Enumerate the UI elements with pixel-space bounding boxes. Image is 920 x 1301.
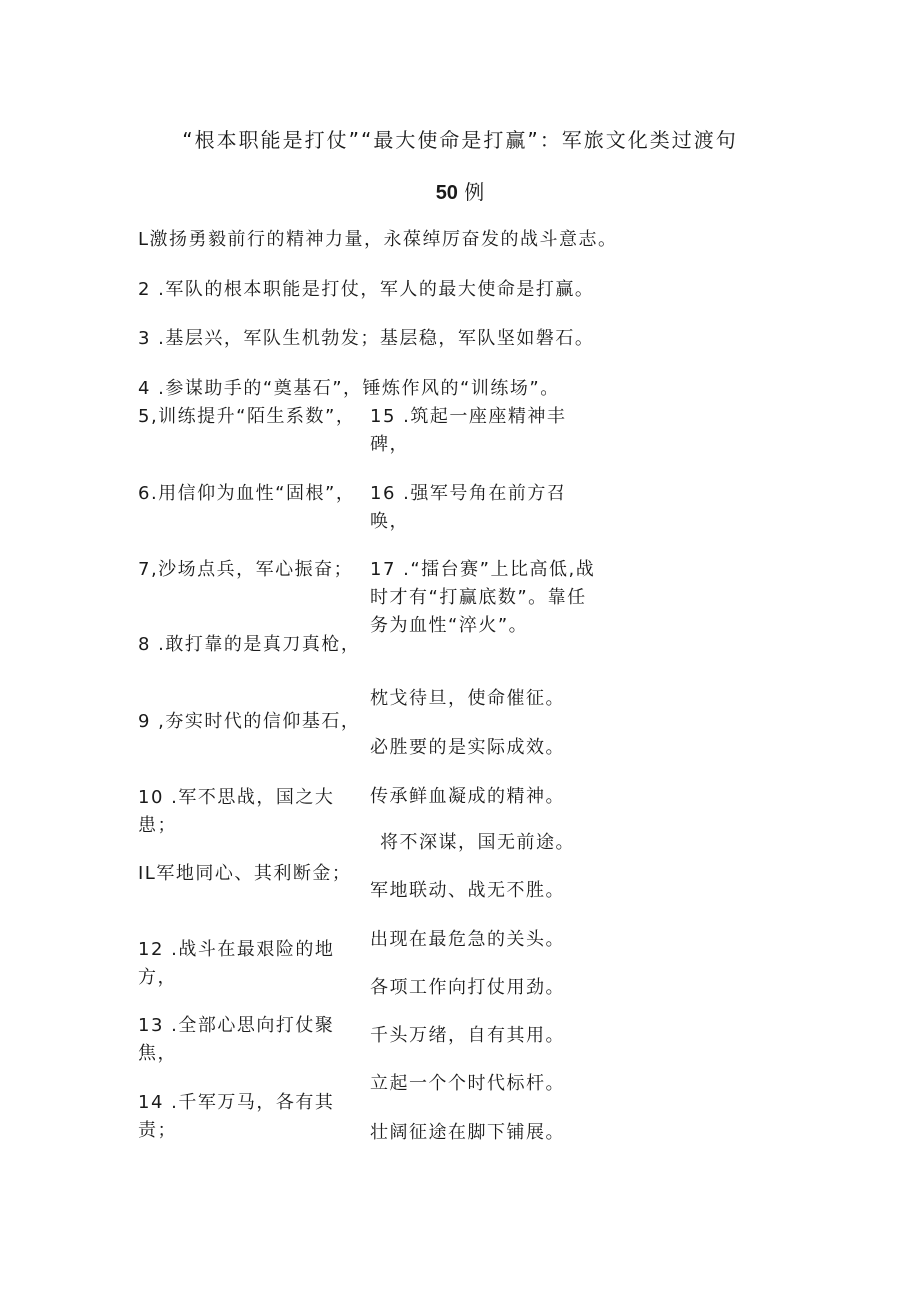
- right-column-item: 15 .筑起一座座精神丰碑，: [370, 406, 567, 455]
- left-column-item: 12 .战斗在最艰险的地方，: [138, 939, 335, 988]
- right-column-item: 枕戈待旦，使命催征。: [370, 688, 565, 709]
- document-subtitle: [0, 176, 920, 205]
- right-column-item: 必胜要的是实际成效。: [370, 737, 565, 758]
- left-column-item: 8 .敢打靠的是真刀真枪，: [138, 634, 361, 655]
- right-column-item: 传承鲜血凝成的精神。: [370, 786, 565, 807]
- right-column-item: 各项工作向打仗用劲。: [370, 977, 565, 998]
- right-column-item: 16 .强军号角在前方召唤，: [370, 483, 567, 532]
- subtitle-number: 50: [435, 182, 458, 204]
- list-item: 4 .参谋助手的“奠基石”，锤炼作风的“训练场”。: [138, 378, 560, 399]
- left-column-item: 5,训练提升“陌生系数”，: [138, 406, 356, 427]
- right-column-item: 立起一个个时代标杆。: [370, 1073, 565, 1094]
- list-item: 2 .军队的根本职能是打仗，军人的最大使命是打赢。: [138, 279, 595, 300]
- list-item: L激扬勇毅前行的精神力量，永葆绰厉奋发的战斗意志。: [138, 229, 618, 250]
- right-column-item: 出现在最危急的关头。: [370, 929, 565, 950]
- right-column-item: 将不深谋，国无前途。: [380, 832, 575, 853]
- left-column-item: 9 ,夯实时代的信仰基石，: [138, 711, 361, 732]
- left-column-item: 14 .千军万马，各有其责；: [138, 1092, 335, 1141]
- left-column-item: 10 .军不思战，国之大患；: [138, 787, 335, 836]
- right-column-item: 军地联动、战无不胜。: [370, 880, 565, 901]
- left-column-item: 6.用信仰为血性“固根”，: [138, 483, 356, 504]
- subtitle-suffix: 例: [464, 180, 485, 204]
- left-column-item: IL军地同心、其利断金；: [138, 863, 352, 884]
- document-title: “根本职能是打仗”“最大使命是打赢”：军旅文化类过渡句: [182, 128, 738, 152]
- list-item: 3 .基层兴，军队生机勃发；基层稳，军队坚如磐石。: [138, 328, 595, 349]
- right-column-item: 壮阔征途在脚下铺展。: [370, 1122, 565, 1143]
- right-column-item: 千头万绪，自有其用。: [370, 1025, 565, 1046]
- right-column-item: 17 .“擂台赛”上比高低,战时才有“打赢底数”。靠任务为血性“淬火”。: [370, 559, 596, 636]
- left-column-item: 7,沙场点兵，军心振奋；: [138, 559, 354, 580]
- left-column-item: 13 .全部心思向打仗聚焦，: [138, 1015, 335, 1064]
